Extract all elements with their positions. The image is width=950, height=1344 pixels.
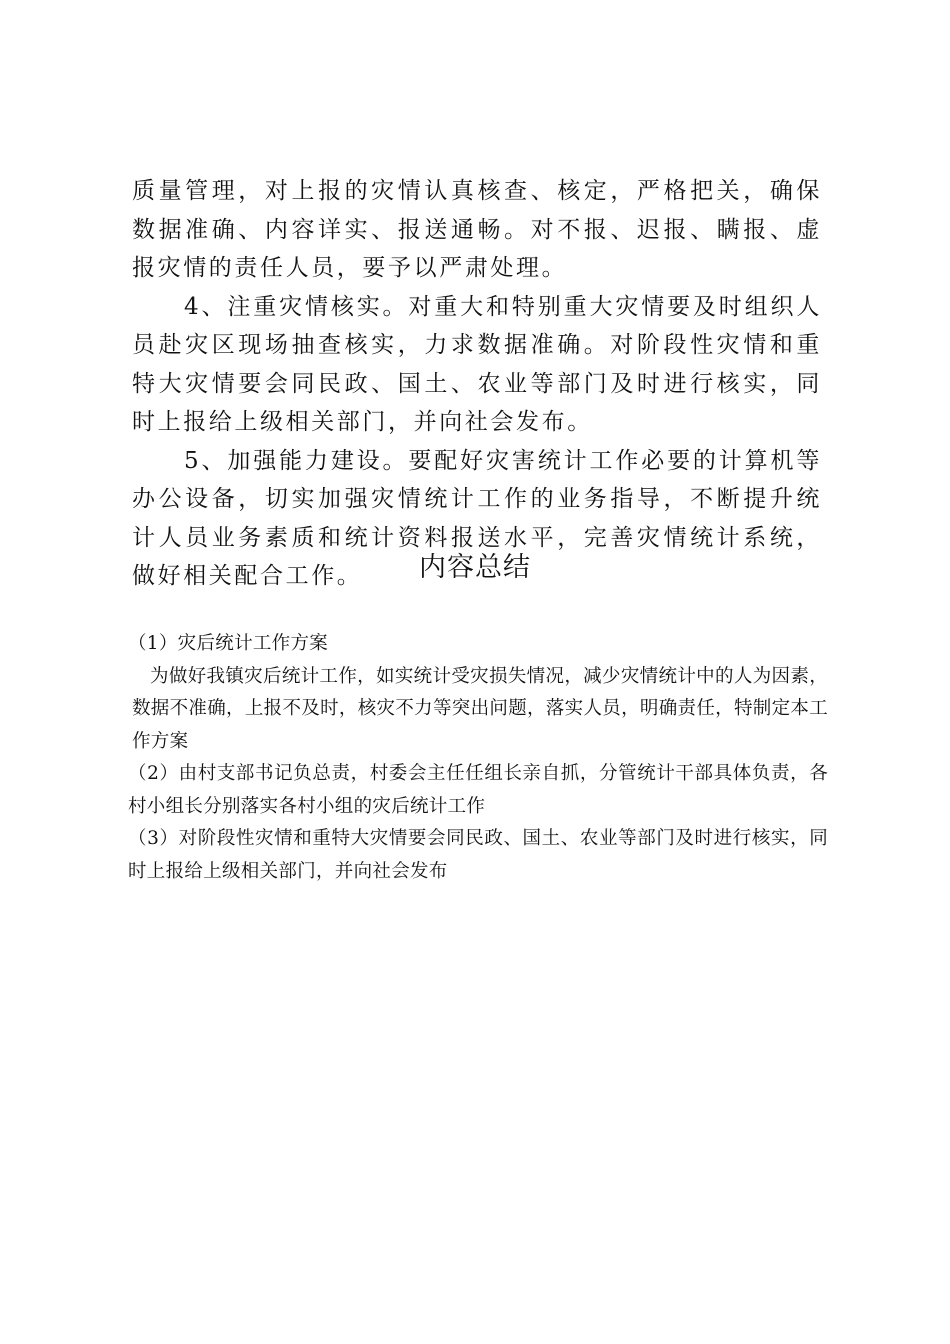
summary-item-1-heading: （1）灾后统计工作方案 [128, 633, 329, 654]
summary-title: 内容总结 [419, 552, 531, 583]
paragraph-quality-management: 质量管理，对上报的灾情认真核查、核定，严格把关，确保数据准确、内容详实、报送通畅。对不报、迟报、瞒报、虚报灾情的责任人员，要予以严肃处理。 [132, 178, 822, 281]
summary-item-1-text: 为做好我镇灾后统计工作，如实统计受灾损失情况，减少灾情统计中的人为因素，数据不准确，上报不及时，核灾不力等突出问题，落实人员，明确责任，特制定本工作方案 [132, 665, 828, 752]
summary-item-3: （3）对阶段性灾情和重特大灾情要会同民政、国土、农业等部门及时进行核实，同时上报给上级相关部门，并向社会发布 [128, 828, 828, 882]
summary-section [128, 628, 828, 888]
paragraph-capacity-building: 5、加强能力建设。要配好灾害统计工作必要的计算机等办公设备，切实加强灾情统计工作的业务指导，不断提升统计人员业务素质和统计资料报送水平，完善灾情统计系统，做好相关配合工作。 [132, 447, 822, 589]
body-text [132, 172, 822, 596]
summary-item-2: （2）由村支部书记负总责，村委会主任任组长亲自抓，分管统计干部具体负责，各村小组长分别落实各村小组的灾后统计工作 [128, 763, 828, 817]
paragraph-verification: 4、注重灾情核实。对重大和特别重大灾情要及时组织人员赴灾区现场抽查核实，力求数据准确。对阶段性灾情和重特大灾情要会同民政、国土、农业等部门及时进行核实，同时上报给上级相关部门，并向社会发布。 [132, 293, 822, 435]
